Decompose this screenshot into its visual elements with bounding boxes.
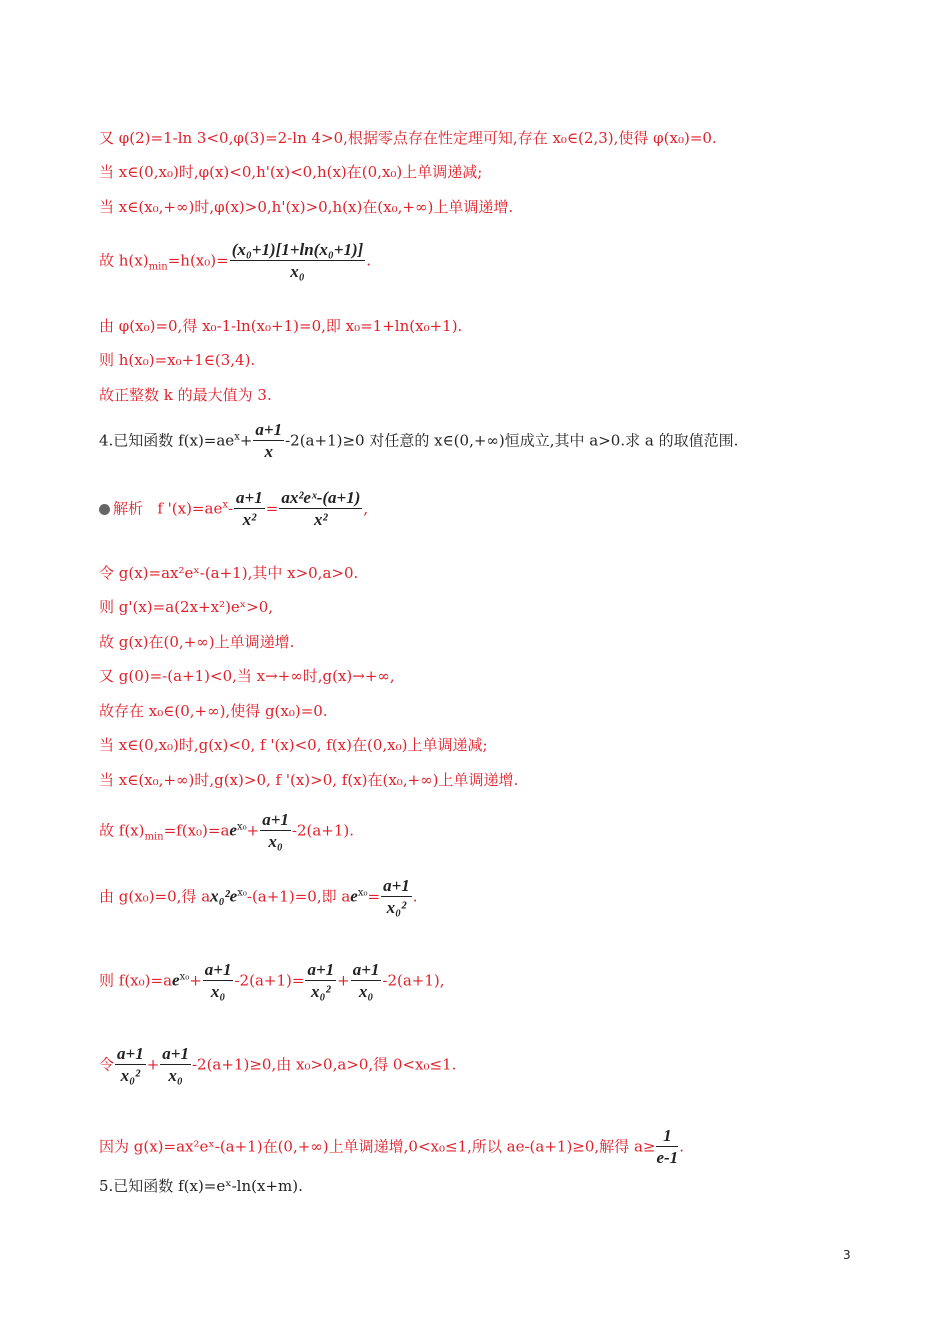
solution-line: 则 g'(x)=a(2x+x²)eˣ>0, [99,598,274,616]
question-4 [99,420,738,463]
fraction [260,810,291,853]
subscript: min [144,831,164,843]
text: + [146,1055,160,1074]
page-number: 3 [843,1248,851,1262]
fraction [305,960,336,1003]
solution-line-min-h [99,240,371,283]
numerator: a+1 [383,876,410,895]
numerator: (x₀+1)[1+ln(x₀+1)] [231,240,364,259]
numerator: a+1 [262,810,289,829]
text: 令 [99,1055,115,1074]
text: 故 f(x) [99,821,145,840]
text: -(a+1)=0,即 a [246,887,351,906]
solution-line [99,960,445,1003]
text: + [337,971,350,990]
exp-e: e [172,970,180,990]
solution-line: 当 x∈(0,x₀)时,φ(x)<0,h'(x)<0,h(x)在(0,x₀)上单调递减; [99,163,483,181]
solution-line: 故存在 x₀∈(0,+∞),使得 g(x₀)=0. [99,702,328,720]
text: . [412,887,418,906]
text: 则 f(x₀)=a [99,971,173,990]
text: - [227,499,234,518]
exp-e: e [229,820,237,840]
superscript: x₀ [179,971,190,983]
denominator: x² [314,510,328,529]
solution-header [99,488,368,531]
fraction [351,960,382,1003]
text: 因为 g(x)=ax²eˣ-(a+1)在(0,+∞)上单调递增,0<x₀≤1,所以 ae-(a+1)≥0,解得 a≥ [99,1137,656,1156]
text: = [367,887,381,906]
fraction [160,1044,191,1087]
solution-line: 当 x∈(0,x₀)时,g(x)<0, f '(x)<0, f(x)在(0,x₀)上单调递减; [99,736,488,754]
text: -2(a+1)≥0 对任意的 x∈(0,+∞)恒成立,其中 a>0.求 a 的取值范围. [285,431,739,450]
solution-line-min-f [99,810,354,853]
denominator: x₀² [120,1066,141,1085]
solution-line [99,1044,456,1087]
numerator: a+1 [236,488,263,507]
numerator: a+1 [204,960,232,979]
exp-e: e [350,886,358,906]
denominator: x₀ [290,262,305,281]
solution-line: 故 g(x)在(0,+∞)上单调递增. [99,633,295,651]
superscript: x₀ [237,887,247,899]
fraction [656,1126,678,1169]
denominator: x [264,442,273,461]
fraction [203,960,234,1003]
fraction [115,1044,146,1087]
text: =f(x₀)=a [163,821,230,840]
text: -2(a+1)= [234,971,305,990]
numerator: a+1 [255,420,283,439]
text: = [265,499,279,518]
text: 由 g(x₀)=0,得 a [99,887,211,906]
solution-line-final [99,1126,684,1169]
text: f '(x)=ae [157,499,223,518]
solution-line: 当 x∈(x₀,+∞)时,φ(x)>0,h'(x)>0,h(x)在(x₀,+∞)上单调递增. [99,198,514,216]
math-term: x₀² [210,886,230,906]
superscript: x₀ [357,887,368,899]
numerator: a+1 [352,960,380,979]
superscript: x₀ [236,821,247,833]
solution-line: 故正整数 k 的最大值为 3. [99,386,272,404]
text: -2(a+1), [382,971,445,990]
text: . [679,1137,684,1156]
denominator: x₀² [311,982,331,1001]
text: + [246,821,260,840]
text: =h(x₀)= [167,251,229,270]
text: + [239,431,253,450]
superscript: x [222,499,228,511]
denominator: x² [242,510,257,529]
fraction [253,420,284,463]
solution-line: 令 g(x)=ax²eˣ-(a+1),其中 x>0,a>0. [99,564,359,582]
fraction [279,488,362,531]
text: -2(a+1)≥0,由 x₀>0,a>0,得 0<x₀≤1. [191,1055,457,1074]
numerator: ax²eˣ-(a+1) [281,488,361,507]
numerator: a+1 [117,1044,144,1063]
fraction [230,240,366,283]
solution-line: 当 x∈(x₀,+∞)时,g(x)>0, f '(x)>0, f(x)在(x₀,+∞)上单调递增. [99,771,519,789]
question-5: 5.已知函数 f(x)=eˣ-ln(x+m). [99,1177,303,1195]
denominator: e-1 [656,1148,679,1167]
text: 4.已知函数 f(x)=ae [99,431,235,450]
denominator: x₀ [168,1066,183,1085]
solution-line: 则 h(x₀)=x₀+1∈(3,4). [99,351,256,369]
solution-line: 又 g(0)=-(a+1)<0,当 x→+∞时,g(x)→+∞, [99,667,395,685]
numerator: a+1 [162,1044,189,1063]
superscript: x [234,431,240,443]
text: -2(a+1). [291,821,355,840]
text: , [363,499,369,518]
solution-line: 又 φ(2)=1-ln 3<0,φ(3)=2-ln 4>0,根据零点存在性定理可知,存在 x₀∈(2,3),使得 φ(x₀)=0. [99,129,717,147]
solution-line: 由 φ(x₀)=0,得 x₀-1-ln(x₀+1)=0,即 x₀=1+ln(x₀+1). [99,317,463,335]
denominator: x₀ [210,982,226,1001]
solution-line [99,876,418,919]
fraction [381,876,412,919]
text: + [189,971,202,990]
text: . [366,251,372,270]
fraction [234,488,265,531]
solution-label: 解析 [113,499,144,518]
denominator: x₀² [386,898,407,917]
denominator: x₀ [358,982,374,1001]
solution-badge-icon [99,504,110,515]
exp-e: e [229,886,238,906]
text: 故 h(x) [99,251,149,270]
denominator: x₀ [268,832,283,851]
numerator: a+1 [307,960,335,979]
numerator: 1 [656,1126,678,1147]
subscript: min [148,261,168,273]
